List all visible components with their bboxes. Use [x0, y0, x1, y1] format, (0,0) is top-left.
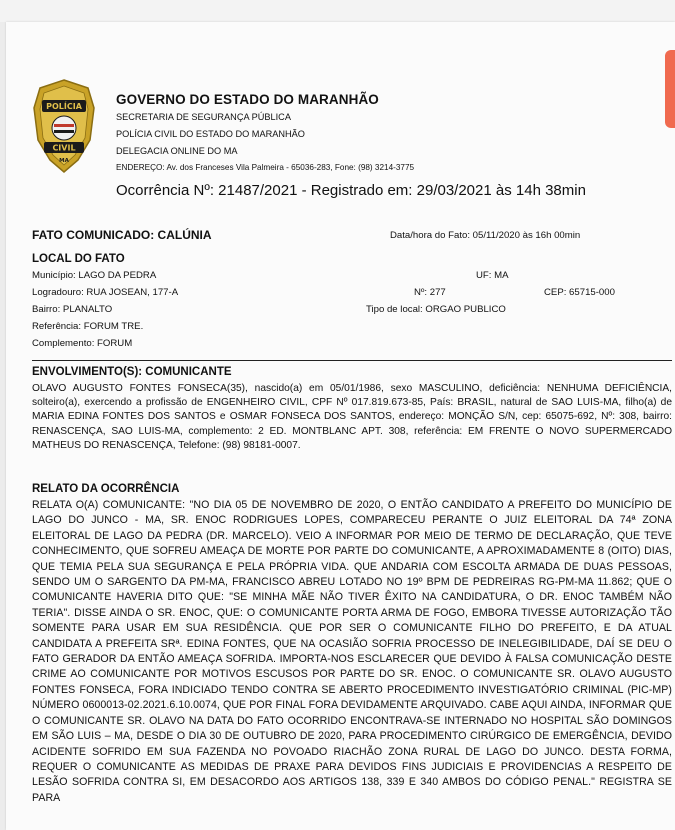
location-reference: Referência: FORUM TRE.: [32, 321, 144, 332]
section-divider: [32, 360, 672, 361]
document-page[interactable]: [6, 22, 675, 830]
location-district: Bairro: PLANALTO: [32, 304, 113, 315]
badge-state-text: MA: [59, 158, 69, 164]
government-title: GOVERNO DO ESTADO DO MARANHÃO: [116, 92, 379, 107]
location-uf: UF: MA: [476, 270, 509, 281]
location-title: LOCAL DO FATO: [32, 253, 125, 265]
involvement-text: OLAVO AUGUSTO FONTES FONSECA(35), nascido(a) em 05/01/1986, sexo MASCULINO, deficiência: NENHUMA DEFICIÊNCIA, solteiro(a), exercendo a profissão de ENGENHEIRO CIVIL, CPF Nº 017.819.673-85, País: BRASIL, natural de SAO LUIS-MA, filho(a) de MARIA EDINA FONTES DOS SANTOS e OSMAR FONSECA DOS SANTOS, endereço: MONÇÃO S/N, cep: 65075-692, Nº: 308, bairro: RENASCENÇA, SAO LUIS-MA, complemento: 2 ED. MONTBLANC APT. 308, referência: EM FRENTE O NOVO SUPERMERCADO MATHEUS DO RENASCENÇA, Telefone: (98) 98181-0007.: [32, 383, 672, 451]
viewer-top-bar: [0, 0, 675, 22]
badge-bottom-text: CIVIL: [52, 143, 76, 153]
report-text: RELATA O(A) COMUNICANTE: "NO DIA 05 DE NOVEMBRO DE 2020, O ENTÃO CANDIDATO A PREFEITO DO MUNICÍPIO DE LAGO DO JUNCO - MA, SR. ENOC RODRIGUES LOPES, COMPARECEU PERANTE O JUIZ ELEITORAL DA 74ª ZONA ELEITORAL DE LAGO DA PEDRA (DR. MARCELO). VEIO A INFORMAR POR MEIO DE TERMO DE DECLARAÇÃO, QUE TEVE CONHECIMENTO, QUE SOFREU AMEAÇA DE MORTE POR PARTE DO COMUNICANTE, A APROXIMADAMENTE 8 (OITO) DIAS, QUE TEMIA PELA SUA SEGURANÇA E PELA PRÓPRIA VIDA. QUE ANDARIA COM ESCOLTA ARMADA DE DUAS PESSOAS, SENDO UM O SARGENTO DA PM-MA, FRANCISCO ABREU LOTADO NO 19º BPM DE PEDREIRAS RG-PM-MA 11.862; QUE O COMUNICANTE HAVERIA DITO QUE: "SE MINHA MÃE NÃO TIVER ÊXITO NA CANDIDATURA, O DR. ENOC TAMBÉM NÃO TERIA". DISSE AINDA O SR. ENOC, QUE: O COMUNICANTE PORTA ARMA DE FOGO, EMBORA TIVESSE AUTORIZAÇÃO TÃO SOMENTE PARA USAR EM SUA RESIDÊNCIA. QUE POR SER O COMUNICANTE FILHO DO PREFEITO, E DA ATUAL CANDIDATA A PREFEITA SRª. EDINA FONTES, QUE NA OCASIÃO SOFRIA PROCESSO DE INELEGIBILIDADE, DAÍ SE DEU O FATO GERADOR DA ENTÃO AMEAÇA SOFRIDA. IMPORTA-NOS ESCLARECER QUE DEVIDO À FALSA COMUNICAÇÃO DESTE CRIME AO COMUNICANTE POR MOTIVOS ESCUSOS POR PARTE DO SR. ENOC. O COMUNICANTE SR. OLAVO AUGUSTO FONTES FONSECA, FORA INDICIADO TENDO CONTRA SE ABERTO PROCEDIMENTO INVESTIGATÓRIO CRIMINAL (PIC-MP) NÚMERO 0600013-02.2021.6.10.0074, QUE POR FINAL FORA DEVIDAMENTE ARQUIVADO. CABE AQUI AINDA, INFORMAR QUE O COMUNICANTE SR. OLAVO NA DATA DO FATO OCORRIDO ENCONTRAVA-SE INTERNADO NO HOSPITAL SÃO DOMINGOS EM SÃO LUIS – MA, DESDE O DIA 30 DE OUTUBRO DE 2020, PARA PROCEDIMENTO CIRÚRGICO DE EMERGÊNCIA, DEVIDO ACIDENTE SOFRIDO EM SUA FAZENDA NO POVOADO RIACHÃO ZONA RURAL DE LAGO DO JUNCO. DESTA FORMA, REQUER O COMUNICANTE AS MEDIDAS DE PRAXE PARA DEVIDOS FINS JUDICIAIS E PROVIDENCIAS A RESPEITO DE LESÃO SOFRIDA CONTRA SI, EM DESACORDO AOS ARTIGOS 138, 339 E 340 AMBOS DO CÓDIGO PENAL." REGISTRA SE PARA: [32, 499, 672, 804]
badge-top-text: POLÍCIA: [46, 102, 82, 111]
address-line: ENDEREÇO: Av. dos Franceses Vila Palmeira - 65036-283, Fone: (98) 3214-3775: [116, 163, 415, 172]
location-place-type: Tipo de local: ORGAO PUBLICO: [366, 304, 506, 315]
fact-datetime: Data/hora do Fato: 05/11/2020 às 16h 00min: [390, 230, 581, 241]
office-line: DELEGACIA ONLINE DO MA: [116, 146, 238, 156]
location-cep: CEP: 65715-000: [544, 287, 615, 298]
location-municipality: Município: LAGO DA PEDRA: [32, 270, 157, 281]
floating-side-tab[interactable]: [665, 50, 675, 128]
police-line: POLÍCIA CIVIL DO ESTADO DO MARANHÃO: [116, 129, 305, 139]
involvement-title: ENVOLVIMENTO(S): COMUNICANTE: [32, 366, 232, 378]
police-badge-logo: [30, 78, 98, 174]
location-street: Logradouro: RUA JOSEAN, 177-A: [32, 287, 179, 298]
fact-communicated: FATO COMUNICADO: CALÚNIA: [32, 228, 212, 242]
secretariat-line: SECRETARIA DE SEGURANÇA PÚBLICA: [116, 112, 291, 122]
occurrence-line: Ocorrência Nº: 21487/2021 - Registrado em: 29/03/2021 às 14h 38min: [116, 182, 586, 199]
report-title: RELATO DA OCORRÊNCIA: [32, 483, 180, 495]
location-complement: Complemento: FORUM: [32, 338, 133, 349]
location-number: Nº: 277: [414, 287, 446, 298]
document-header: [116, 92, 414, 175]
